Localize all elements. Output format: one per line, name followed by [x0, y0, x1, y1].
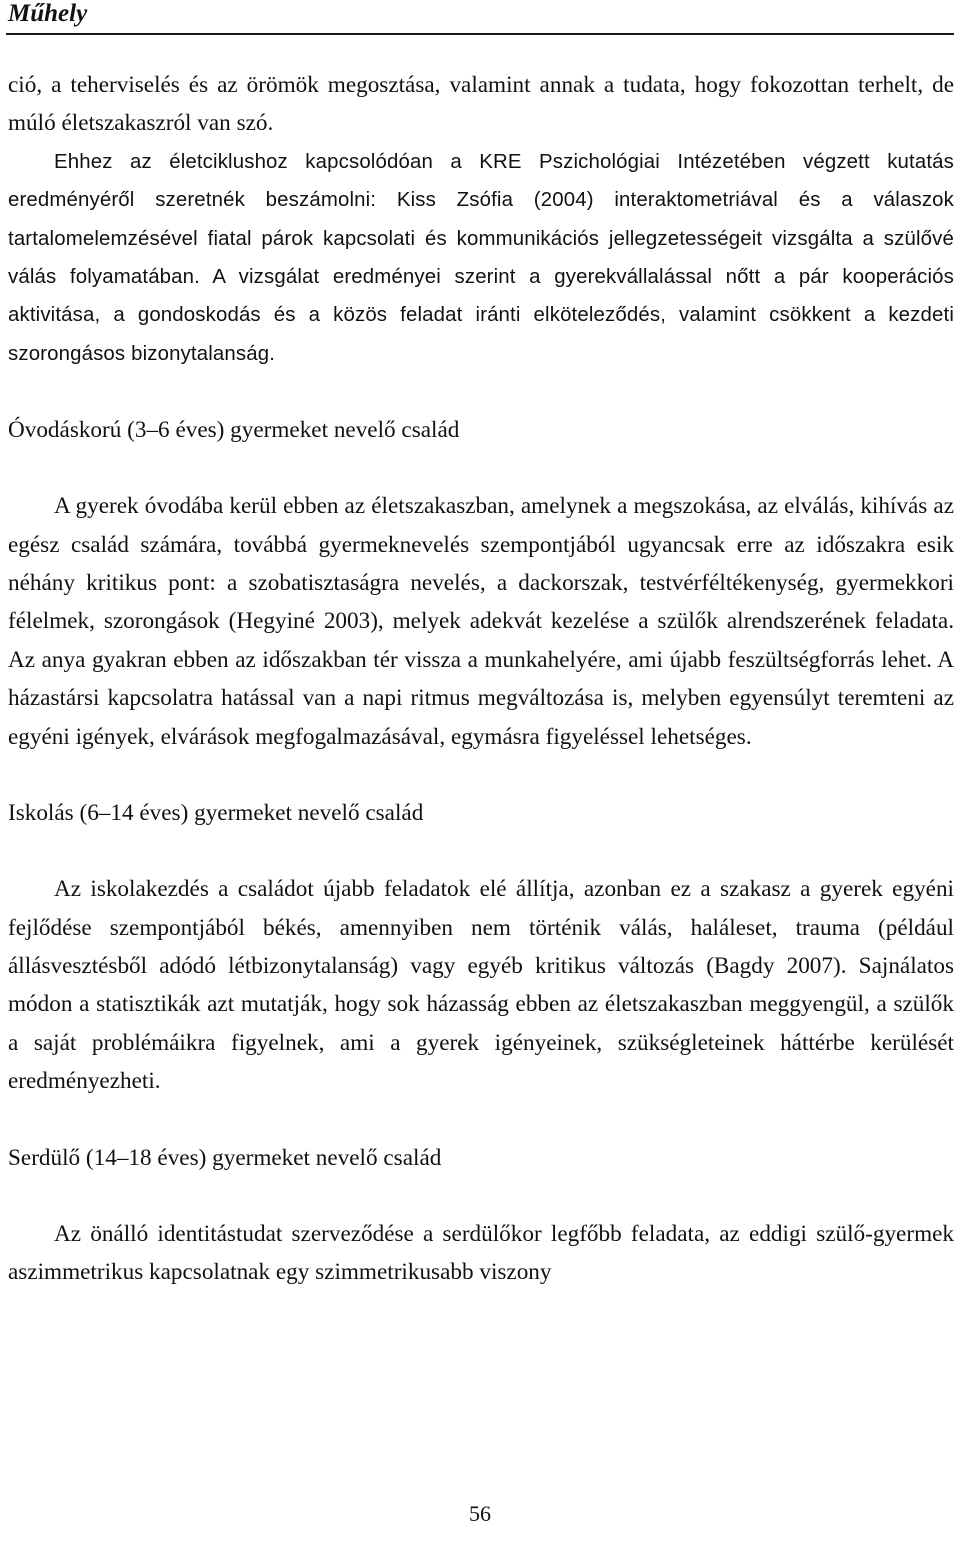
paragraph-continuation: ció, a teherviselés és az örömök megosztása, valamint annak a tudata, hogy fokozottan terhelt, de múló életszakaszról van szó. [8, 72, 954, 137]
header-rule [6, 33, 954, 35]
paragraph-preschool: A gyerek óvodába kerül ebben az életszakaszban, amelynek a megszokása, az elválás, kihívás az egész család számára, továbbá gyermeknevelés szempontjából ugyancsak erre az időszakra esik néhány kritikus pont: a szobatisztaságra nevelés, a dackorszak, testvérféltékenység, gyermekkori félelmek, szorongások (Hegyiné 2003), melyek adekvát kezelése a szülők alrendszerének feladata. Az anya gyakran ebben az időszakban tér vissza a munkahelyére, ami újabb feszültségforrás lehet. A házastársi kapcsolatra hatással van a napi ritmus megváltozása is, melyben egyensúlyt teremteni az egyéni igények, elvárások megfogalmazásával, egymásra figyeléssel lehetséges. [8, 493, 954, 750]
spacer [8, 832, 954, 870]
heading-school-age-family: Iskolás (6–14 éves) gyermeket nevelő család [8, 800, 424, 827]
spacer [8, 449, 954, 487]
spacer [8, 373, 954, 411]
paragraph-adolescent: Az önálló identitástudat szerveződése a serdülőkor legfőbb feladata, az eddigi szülő-gyermek aszimmetrikus kapcsolatnak egy szimmetrikusabb viszony [8, 1220, 954, 1285]
spacer [8, 1177, 954, 1215]
page-number: 56 [469, 1501, 491, 1526]
heading-adolescent-family: Serdülő (14–18 éves) gyermeket nevelő család [8, 1144, 442, 1171]
spacer [8, 756, 954, 794]
page-body [8, 66, 954, 1291]
running-head: Műhely [8, 0, 88, 27]
spacer [8, 1101, 954, 1139]
paragraph-school-age: Az iskolakezdés a családot újabb feladatok elé állítja, azonban ez a szakasz a gyerek egyéni fejlődése szempontjából békés, amennyiben nem történik válás, haláleset, trauma (például állásvesztésből adódó létbizonytalanság) vagy egyéb kritikus változás (Bagdy 2007). Sajnálatos módon a statisztikák azt mutatják, hogy sok házasság ebben az életszakaszban meggyengül, a szülők a saját problémáikra figyelnek, ami a gyerek igényeinek, szükségleteinek háttérbe kerülését eredményezheti. [8, 876, 954, 1095]
paragraph-kre-study: Ehhez az életciklushoz kapcsolódóan a KRE Pszichológiai Intézetében végzett kutatás eredményéről szeretnék beszámolni: Kiss Zsófia (2004) interaktometriával és a válaszok tartalomelemzésével fiatal párok kapcsolati és kommunikációs jellegzetességeit vizsgálta a szülővé válás folyamatában. A vizsgálat eredményei szerint a gyerekvállalással nőtt a pár kooperációs aktivitása, a gondoskodás és a közös feladat iránti elköteleződés, valamint csökkent a kezdeti szorongásos bizonytalanság. [8, 150, 954, 365]
heading-preschool-family: Óvodáskorú (3–6 éves) gyermeket nevelő család [8, 417, 460, 444]
